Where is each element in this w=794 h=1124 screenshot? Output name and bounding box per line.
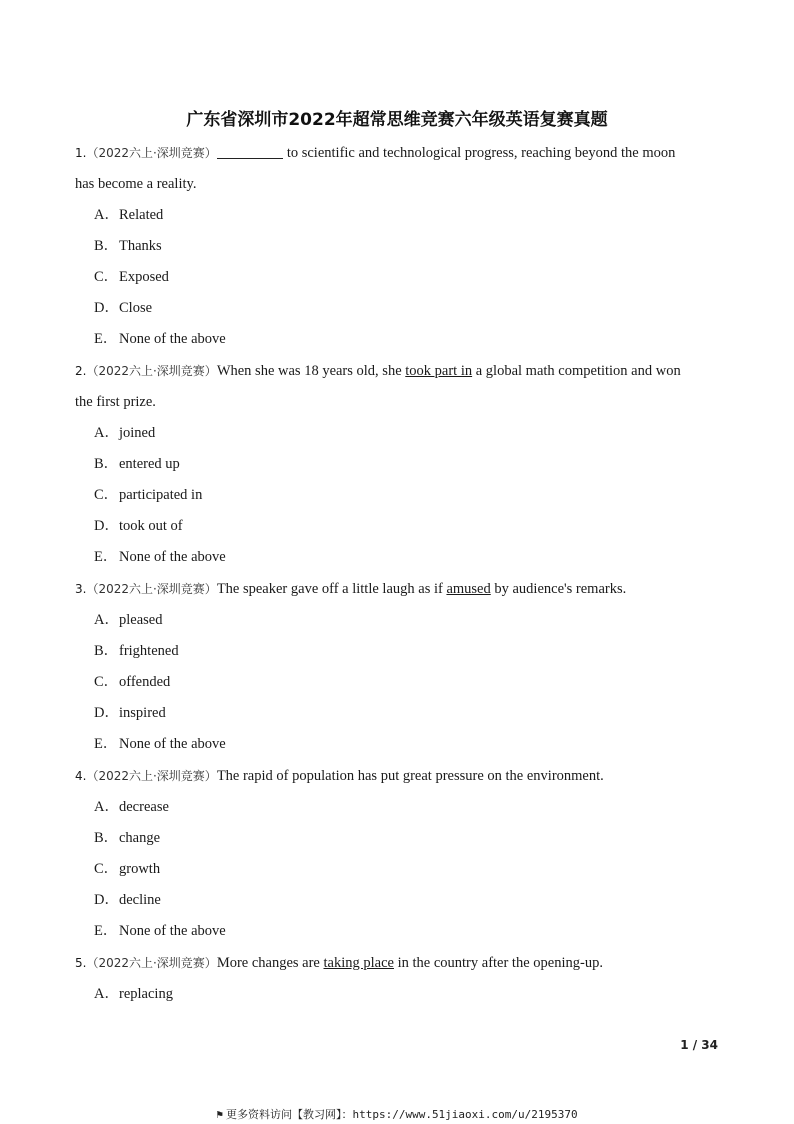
question-stem [75, 574, 715, 605]
question-number: 1. [75, 146, 87, 160]
question-source: （2022六上·深圳竞赛） [86, 146, 217, 160]
stem-text: The rapid of population has put great pressure on the environment. [216, 768, 604, 784]
page-number: 1 / 34 [680, 1038, 718, 1052]
footer-link[interactable] [0, 1106, 794, 1122]
question-number: 3. [75, 582, 87, 596]
answer-blank [217, 144, 283, 159]
stem-text: When she was 18 years old, she [216, 363, 406, 379]
question-2 [75, 356, 715, 573]
option-a: A．pleased [94, 612, 163, 628]
option-d: D．Close [94, 300, 153, 316]
flag-icon: ⚑ [216, 1108, 223, 1121]
option-c: C．growth [94, 861, 161, 877]
option-d: D．inspired [94, 705, 166, 721]
option-e: E． None of the above [94, 549, 226, 565]
option-e: E． None of the above [94, 923, 226, 939]
option-a: A．Related [94, 207, 164, 223]
question-3 [75, 574, 715, 760]
option-b: B．entered up [94, 456, 180, 472]
option-b: B．frightened [94, 643, 179, 659]
option-d: D．took out of [94, 518, 183, 534]
underlined-phrase: taking place [323, 955, 394, 971]
stem-continuation: the first prize. [75, 394, 156, 410]
question-number: 5. [75, 956, 87, 970]
footer-text: 更多资料访问【教习网】：https://www.51jiaoxi.com/u/2195370 [225, 1108, 578, 1121]
stem-text: The speaker gave off a little laugh as if [216, 581, 447, 597]
option-b: B．change [94, 830, 161, 846]
question-number: 4. [75, 769, 87, 783]
question-stem [75, 761, 715, 792]
option-d: D．decline [94, 892, 161, 908]
question-5 [75, 948, 715, 1010]
option-c: C．Exposed [94, 269, 169, 285]
question-number: 2. [75, 364, 87, 378]
stem-continuation: has become a reality. [75, 176, 197, 192]
stem-text: More changes are [216, 955, 324, 971]
stem-text: to scientific and technological progress, reaching beyond the moon [286, 145, 676, 161]
question-source: （2022六上·深圳竞赛） [86, 956, 217, 970]
page-title: 广东省深圳市2022年超常思维竞赛六年级英语复赛真题 [186, 110, 608, 130]
stem-text-after: in the country after the opening-up. [393, 955, 603, 971]
option-a: A．decrease [94, 799, 169, 815]
option-e: E． None of the above [94, 736, 226, 752]
question-source: （2022六上·深圳竞赛） [86, 364, 217, 378]
option-e: E． None of the above [94, 331, 226, 347]
option-c: C．participated in [94, 487, 203, 503]
underlined-phrase: took part in [405, 363, 473, 379]
question-stem [75, 138, 715, 169]
question-source: （2022六上·深圳竞赛） [86, 769, 217, 783]
question-stem [75, 948, 715, 979]
option-c: C．offended [94, 674, 171, 690]
option-a: A．joined [94, 425, 156, 441]
underlined-phrase: amused [446, 581, 491, 597]
stem-text-after: a global math competition and won [472, 363, 681, 379]
question-1 [75, 138, 715, 355]
question-4 [75, 761, 715, 947]
question-stem [75, 356, 715, 387]
question-source: （2022六上·深圳竞赛） [86, 582, 217, 596]
option-a: A．replacing [94, 986, 173, 1002]
stem-text-after: by audience's remarks. [490, 581, 627, 597]
option-b: B．Thanks [94, 238, 162, 254]
